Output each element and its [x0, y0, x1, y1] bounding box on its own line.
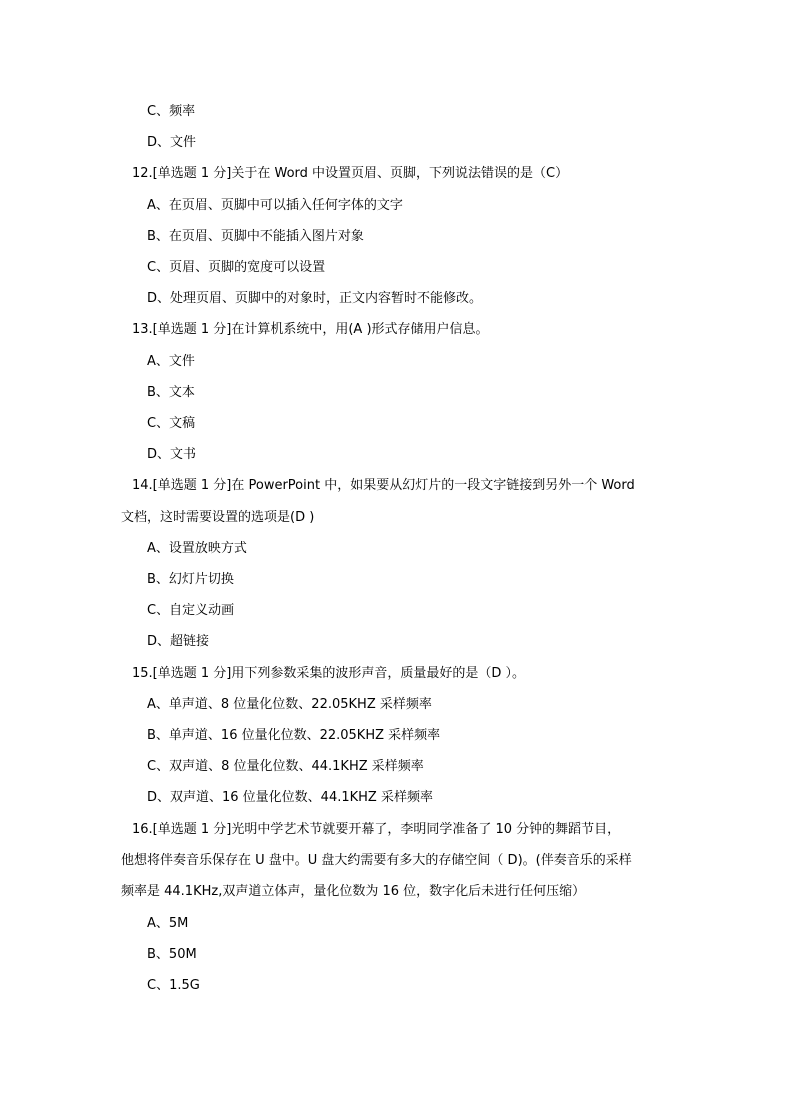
- question-16: 16.[单选题 1 分]光明中学艺术节就要开幕了，李明同学准备了 10 分钟的舞蹈节目，: [132, 822, 621, 837]
- option-d-q11: D、文件: [147, 135, 197, 150]
- option-c-q15: C、双声道、8 位量化位数、44.1KHZ 采样频率: [147, 759, 424, 774]
- question-16-continued-2: 频率是 44.1KHz,双声道立体声，量化位数为 16 位，数字化后未进行任何压缩）: [121, 884, 586, 899]
- option-c-q11: C、频率: [147, 104, 196, 119]
- option-b-q14: B、幻灯片切换: [147, 572, 234, 587]
- question-13: 13.[单选题 1 分]在计算机系统中，用(A )形式存储用户信息。: [132, 322, 489, 337]
- option-a-q12: A、在页眉、页脚中可以插入任何字体的文字: [147, 198, 403, 213]
- option-d-q12: D、处理页眉、页脚中的对象时，正文内容暂时不能修改。: [147, 291, 483, 306]
- option-c-q16: C、1.5G: [147, 978, 200, 993]
- question-16-continued-1: 他想将伴奏音乐保存在 U 盘中。U 盘大约需要有多大的存储空间（ D)。(伴奏音乐的采样: [121, 853, 632, 868]
- option-a-q13: A、文件: [147, 354, 195, 369]
- option-b-q15: B、单声道、16 位量化位数、22.05KHZ 采样频率: [147, 728, 441, 743]
- option-b-q13: B、文本: [147, 385, 195, 400]
- option-d-q15: D、双声道、16 位量化位数、44.1KHZ 采样频率: [147, 790, 433, 805]
- option-c-q14: C、自定义动画: [147, 603, 235, 618]
- question-12: 12.[单选题 1 分]关于在 Word 中设置页眉、页脚，下列说法错误的是（C）: [132, 166, 569, 181]
- option-a-q15: A、单声道、8 位量化位数、22.05KHZ 采样频率: [147, 697, 432, 712]
- question-14: 14.[单选题 1 分]在 PowerPoint 中，如果要从幻灯片的一段文字链接到另外一个 Word: [132, 478, 635, 493]
- option-b-q16: B、50M: [147, 947, 197, 962]
- option-c-q12: C、页眉、页脚的宽度可以设置: [147, 260, 326, 275]
- option-c-q13: C、文稿: [147, 416, 196, 431]
- option-a-q16: A、5M: [147, 916, 189, 931]
- option-b-q12: B、在页眉、页脚中不能插入图片对象: [147, 229, 364, 244]
- option-a-q14: A、设置放映方式: [147, 541, 247, 556]
- option-d-q14: D、超链接: [147, 634, 210, 649]
- question-15: 15.[单选题 1 分]用下列参数采集的波形声音，质量最好的是（D ）。: [132, 666, 525, 681]
- question-14-continued: 文档，这时需要设置的选项是(D ): [121, 510, 315, 525]
- option-d-q13: D、文书: [147, 447, 197, 462]
